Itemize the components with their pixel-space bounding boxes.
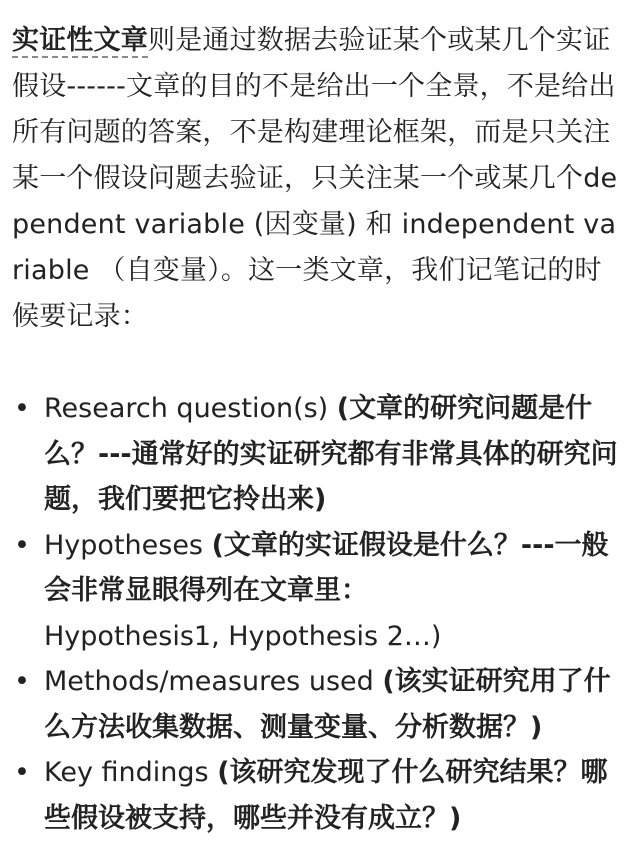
intro-text: 则是通过数据去验证某个或某几个实证假设------文章的目的不是给出一个全景，不是给出所有问题的答案，不是构建理论框架，而是只关注某一个假设问题去验证，只关注某一个或某几个dependent variable (因变量) 和 independent variable （自变量）。这一类文章，我们记笔记的时候要记录： xyxy=(12,25,618,332)
bullet-title: Key findings xyxy=(44,757,218,788)
list-item-key-findings xyxy=(12,750,620,841)
notes-bullet-list xyxy=(12,386,620,841)
bullet-dot-icon: • xyxy=(14,666,30,697)
list-item-methods xyxy=(12,659,620,750)
bullet-dot-icon: • xyxy=(14,529,30,561)
bullet-title: Research question(s) xyxy=(44,393,337,424)
bullet-extra: Hypothesis1, Hypothesis 2…) xyxy=(44,620,442,652)
bullet-description: (文章的实证假设是什么？---一般会非常显眼得列在文章里： xyxy=(44,529,609,606)
bullet-description: (文章的研究问题是什么？---通常好的实证研究都有非常具体的研究问题，我们要把它拎出来) xyxy=(44,393,618,515)
bullet-dot-icon: • xyxy=(14,393,30,424)
paragraph-spacer xyxy=(12,340,620,386)
bullet-title: Hypotheses xyxy=(44,529,212,561)
highlighted-term[interactable]: 实证性文章 xyxy=(12,25,148,56)
bullet-description: (该研究发现了什么研究结果？哪些假设被支持，哪些并没有成立？) xyxy=(44,757,608,834)
bullet-dot-icon: • xyxy=(14,757,30,788)
list-item-hypotheses xyxy=(12,523,620,660)
list-item-research-questions xyxy=(12,386,620,523)
bullet-title: Methods/measures used xyxy=(44,666,383,697)
intro-paragraph xyxy=(12,18,620,340)
bullet-description: (该实证研究用了什么方法收集数据、测量变量、分析数据？) xyxy=(44,666,611,743)
